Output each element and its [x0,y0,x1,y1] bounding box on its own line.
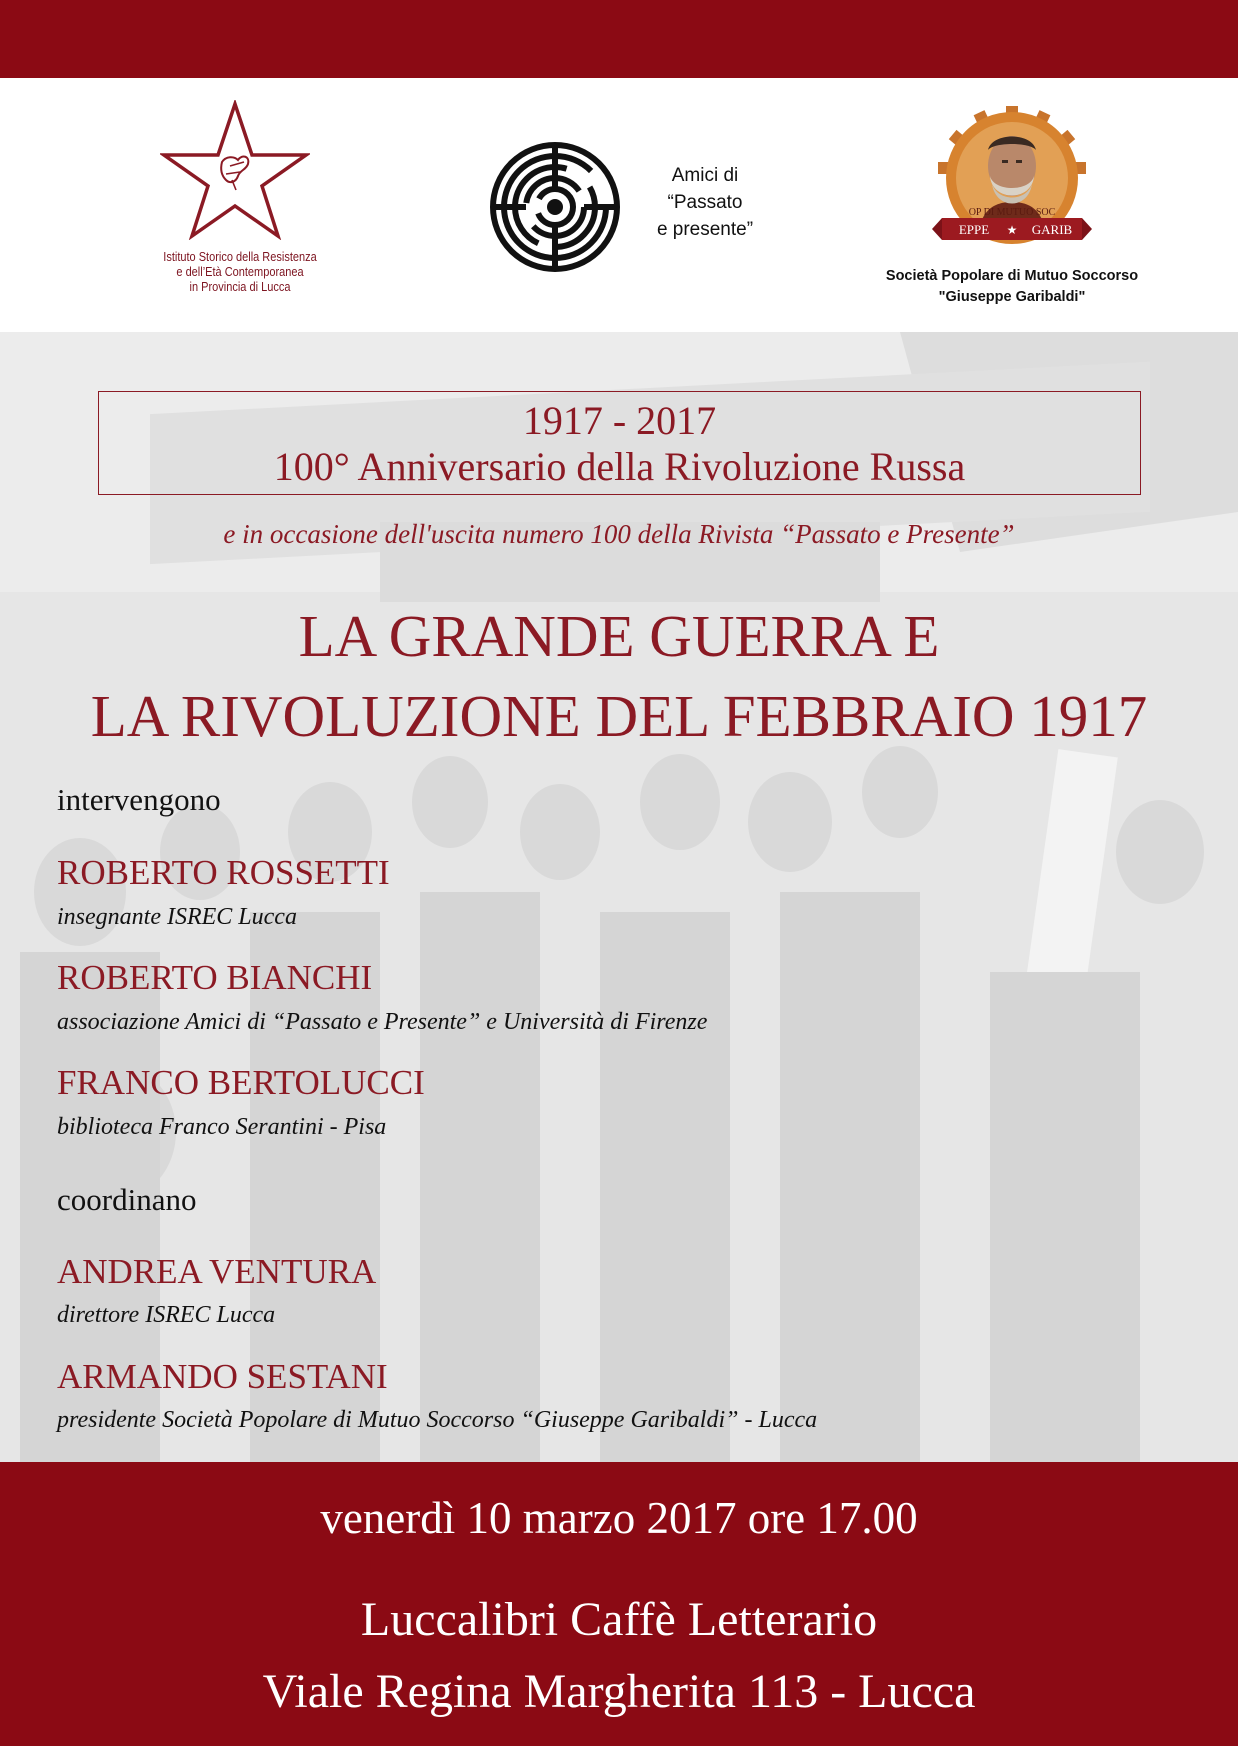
garibaldi-caption-line: Società Popolare di Mutuo Soccorso [885,268,1139,284]
garibaldi-ribbon-text: OP DI MUTUO SOC [968,207,1056,218]
garibaldi-caption [860,266,1164,308]
anniversary-title: 100° Anniversario della Rivoluzione Russa [273,444,966,489]
isrec-caption-line: e dell’Età Contemporanea [176,265,304,279]
amici-caption [630,162,780,243]
amici-caption-line: e presente” [656,219,754,240]
coordinator-name: ARMANDO SESTANI [57,1357,388,1396]
speaker-role: biblioteca Franco Serantini - Pisa [57,1114,387,1140]
event-date: venerdì 10 marzo 2017 ore 17.00 [320,1493,918,1543]
anniversary-box [98,391,1141,495]
crowd-photo-image [0,332,1238,1462]
labyrinth-icon [488,140,622,274]
coordinator-role: presidente Società Popolare di Mutuo Soccorso “Giuseppe Garibaldi” - Lucca [57,1407,818,1433]
speaker-name: ROBERTO BIANCHI [57,958,373,997]
garibaldi-banner-left: EPPE [958,222,990,237]
isrec-caption [152,250,328,295]
speaker-role: insegnante ISREC Lucca [57,904,297,930]
main-title [0,596,1238,756]
svg-text:★: ★ [1006,223,1018,237]
speaker-role: associazione Amici di “Passato e Presente” e Università di Firenze [57,1009,708,1035]
garibaldi-caption-line: "Giuseppe Garibaldi" [938,289,1086,305]
coordinators-label: coordinano [57,1182,197,1217]
coordinator-name: ANDREA VENTURA [57,1252,377,1291]
speakers-label: intervengono [57,782,221,817]
venue-address: Viale Regina Margherita 113 - Lucca [262,1665,976,1718]
red-star-icon [160,100,310,240]
amici-logo [488,140,778,280]
top-color-band [0,0,1238,78]
main-title-line: LA GRANDE GUERRA E [298,603,940,669]
logo-strip [0,78,1238,332]
speaker-name: ROBERTO ROSSETTI [57,853,390,892]
occasion-subtitle: e in occasione dell'uscita numero 100 della Rivista “Passato e Presente” [223,519,1015,549]
background-photo [0,332,1238,1462]
coordinator-role: direttore ISREC Lucca [57,1302,276,1328]
anniversary-years: 1917 - 2017 [522,398,717,443]
speaker-name: FRANCO BERTOLUCCI [57,1063,425,1102]
main-title-line: LA RIVOLUZIONE DEL FEBBRAIO 1917 [90,683,1148,749]
garibaldi-logo [860,106,1200,306]
isrec-caption-line: Istituto Storico della Resistenza [163,250,317,264]
isrec-caption-line: in Provincia di Lucca [189,280,291,294]
amici-caption-line: “Passato [667,192,743,213]
garibaldi-banner-right: GARIB [1031,222,1073,237]
amici-caption-line: Amici di [671,165,739,186]
garibaldi-portrait-icon [932,106,1092,258]
venue-name: Luccalibri Caffè Letterario [360,1593,878,1646]
